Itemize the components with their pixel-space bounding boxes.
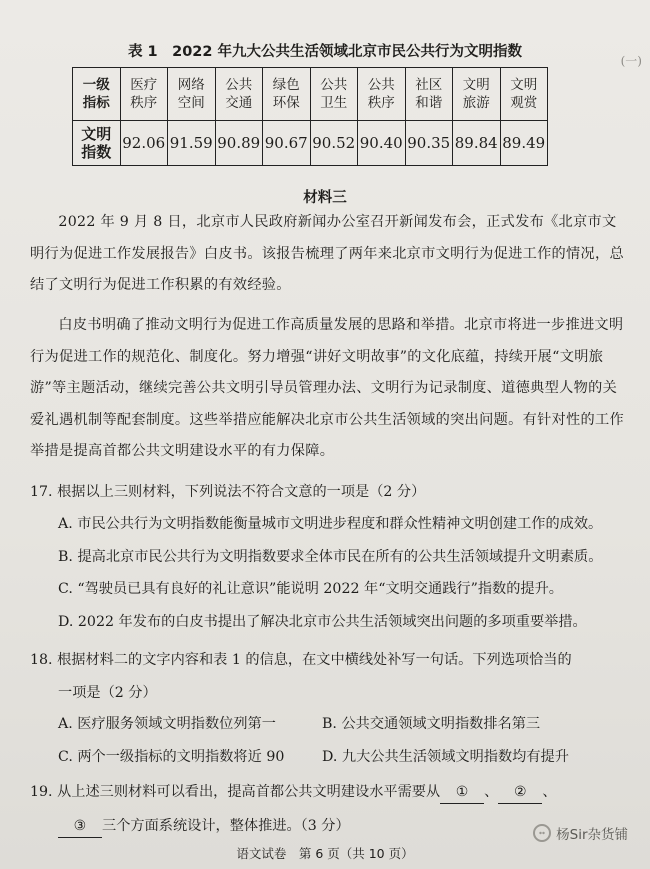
category-cell: 公共秩序 — [358, 68, 406, 121]
answer-blank-2[interactable]: ② — [498, 781, 542, 804]
civility-index-table — [72, 67, 548, 166]
category-cell: 社区和谐 — [405, 68, 453, 121]
material-three-paragraph-1: 2022 年 9 月 8 日，北京市人民政府新闻办公室召开新闻发布会，正式发布《北京市文明行为促进工作发展报告》白皮书。该报告梳理了两年来北京市文明行为促进工作的情况，总结了文明行为促进工作积累的有效经验。 — [30, 214, 624, 293]
question-17-option-d: D. 2022 年发布的白皮书提出了解决北京市公共生活领域突出问题的多项重要举措。 — [58, 614, 587, 630]
page-footer: 语文试卷 第 6 页（共 10 页） — [236, 846, 414, 861]
question-17-stem: 17. 根据以上三则材料，下列说法不符合文意的一项是（2 分） — [30, 484, 426, 500]
category-cell: 公共交通 — [215, 68, 263, 121]
question-19-stem-a: 19. 从上述三则材料可以看出，提高首都公共文明建设水平需要从 — [30, 784, 441, 800]
value-cell: 90.67 — [263, 121, 311, 166]
blank-separator: 、 — [484, 784, 499, 800]
value-cell: 92.06 — [120, 121, 168, 166]
value-cell: 89.49 — [500, 121, 548, 166]
table-header-row — [73, 68, 548, 121]
row-header-indicator: 一级指标 — [73, 68, 121, 121]
wechat-watermark — [533, 823, 628, 843]
category-cell: 网络空间 — [168, 68, 216, 121]
question-19-stem-line-1 — [30, 781, 630, 804]
category-cell: 医疗秩序 — [120, 68, 168, 121]
category-cell: 文明观赏 — [500, 68, 548, 121]
answer-blank-1[interactable]: ① — [440, 781, 484, 804]
material-three-paragraph-2: 白皮书明确了推动文明行为促进工作高质量发展的思路和举措。北京市将进一步推进文明行为促进工作的规范化、制度化。努力增强“讲好文明故事”的文化底蕴，持续开展“文明旅游”等主题活动，继续完善公共文明引导员管理办法、文明行为记录制度、道德典型人物的关爱礼遇机制等配套制度。这些举措应能解决北京市公共生活领域的突出问题。有针对性的工作举措是提高首都公共文明建设水平的有力保障。 — [30, 317, 624, 459]
value-cell: 90.40 — [358, 121, 406, 166]
category-cell: 绿色环保 — [263, 68, 311, 121]
watermark-text: 杨Sir杂货铺 — [556, 827, 628, 843]
row-header-index: 文明指数 — [73, 121, 121, 166]
question-19-stem-line-2 — [58, 815, 458, 838]
question-17-option-c: C. “驾驶员已具有良好的礼让意识”能说明 2022 年“文明交通践行”指数的提升。 — [58, 581, 563, 597]
answer-blank-3[interactable]: ③ — [58, 815, 102, 838]
table-caption: 表 1 2022 年九大公共生活领域北京市民公共行为文明指数 — [127, 44, 523, 60]
question-19-stem-b: 三个方面系统设计，整体推进。（3 分） — [102, 818, 350, 834]
category-cell: 公共卫生 — [310, 68, 358, 121]
material-three-title: 材料三 — [303, 190, 347, 206]
question-18-option-a: A. 医疗服务领域文明指数位列第一 — [58, 716, 276, 732]
question-18-option-d: D. 九大公共生活领域文明指数均有提升 — [322, 749, 569, 765]
value-cell: 89.84 — [453, 121, 501, 166]
question-18-option-c: C. 两个一级指标的文明指数将近 90 — [58, 749, 285, 765]
question-18-stem-line-2: 一项是（2 分） — [58, 685, 157, 701]
question-18-option-b: B. 公共交通领域文明指数排名第三 — [322, 716, 541, 732]
blank-separator: 、 — [542, 784, 557, 800]
corner-section-mark: (一) — [620, 54, 642, 68]
question-17-option-a: A. 市民公共行为文明指数能衡量城市文明进步程度和群众性精神文明创建工作的成效。 — [58, 516, 603, 532]
value-cell: 90.35 — [405, 121, 453, 166]
table-values-row — [73, 121, 548, 166]
value-cell: 91.59 — [168, 121, 216, 166]
question-18-stem-line-1: 18. 根据材料二的文字内容和表 1 的信息，在文中横线处补写一句话。下列选项恰当的 — [30, 652, 572, 668]
category-cell: 文明旅游 — [453, 68, 501, 121]
value-cell: 90.52 — [310, 121, 358, 166]
value-cell: 90.89 — [215, 121, 263, 166]
question-17-option-b: B. 提高北京市民公共行为文明指数要求全体市民在所有的公共生活领域提升文明素质。 — [58, 549, 603, 565]
wechat-icon — [533, 824, 551, 842]
